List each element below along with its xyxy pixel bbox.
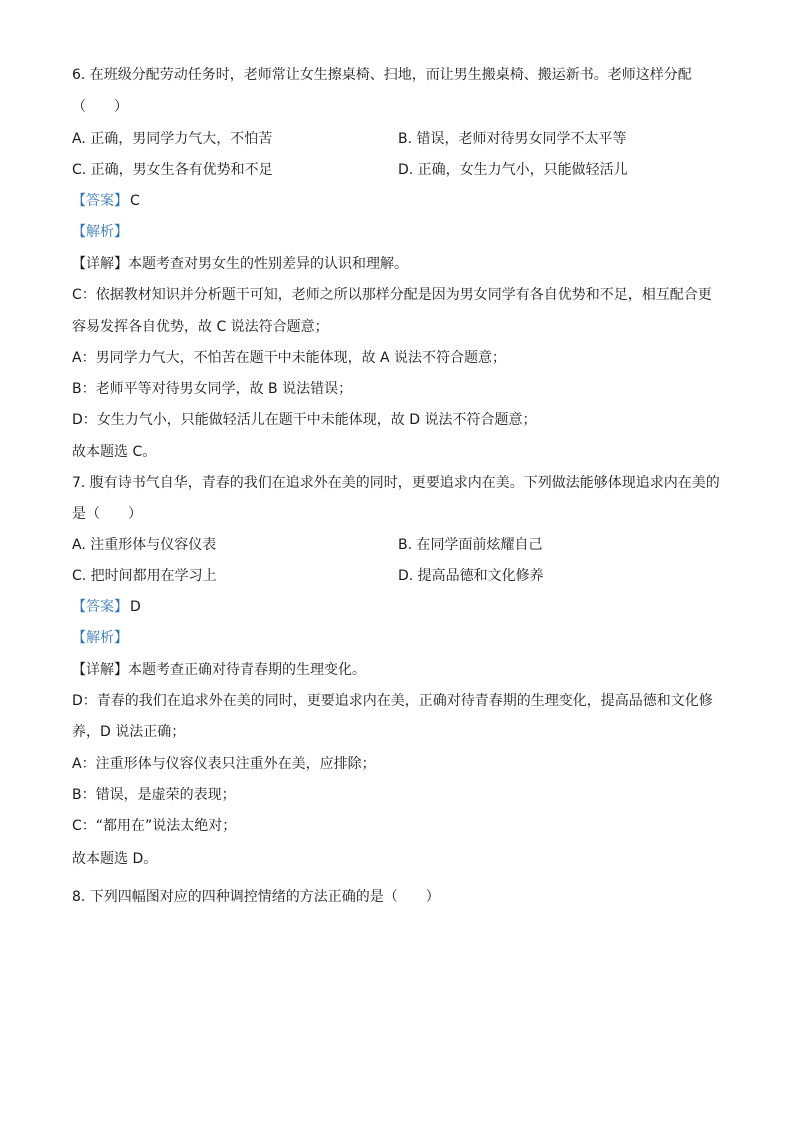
q7-expl-d-line1: D：青春的我们在追求外在美的同时，更要追求内在美，正确对待青春期的生理变化，提高品德和文化修 xyxy=(72,693,713,709)
q6-option-d: D. 正确，女生力气小，只能做轻活儿 xyxy=(398,162,628,178)
q6-analysis-label: 【解析】 xyxy=(72,224,128,240)
q7-analysis-label: 【解析】 xyxy=(72,630,128,646)
q7-detail: 【详解】本题考查正确对待青春期的生理变化。 xyxy=(72,662,366,678)
q6-answer-label: 【答案】 xyxy=(72,193,128,209)
q8-stem: 8. 下列四幅图对应的四种调控情绪的方法正确的是（ ） xyxy=(72,889,440,905)
q7-options-row1 xyxy=(72,536,732,554)
q7-option-a: A. 注重形体与仪容仪表 xyxy=(72,537,217,553)
q7-option-b: B. 在同学面前炫耀自己 xyxy=(398,537,543,553)
q6-expl-a: A：男同学力气大，不怕苦在题干中未能体现，故 A 说法不符合题意； xyxy=(72,350,507,366)
q7-conclusion: 故本题选 D。 xyxy=(72,851,158,867)
q7-expl-c: C：“都用在”说法太绝对； xyxy=(72,818,237,834)
q7-expl-d-line2: 养，D 说法正确； xyxy=(72,724,186,740)
q7-answer-value: D xyxy=(130,599,141,615)
q7-expl-b: B：错误，是虚荣的表现； xyxy=(72,787,236,803)
q6-answer xyxy=(72,192,140,210)
q6-option-b: B. 错误，老师对待男女同学不太平等 xyxy=(398,131,627,147)
q6-expl-b: B：老师平等对待男女同学，故 B 说法错误； xyxy=(72,381,353,397)
q7-option-d: D. 提高品德和文化修养 xyxy=(398,568,544,584)
q7-stem-line1: 7. 腹有诗书气自华，青春的我们在追求外在美的同时，更要追求内在美。下列做法能够体现追求内在美的 xyxy=(72,475,720,491)
q7-options-row2 xyxy=(72,567,732,585)
q6-expl-c-line2: 容易发挥各自优势，故 C 说法符合题意； xyxy=(72,319,329,335)
q7-expl-a: A：注重形体与仪容仪表只注重外在美，应排除； xyxy=(72,756,376,772)
q6-expl-d: D：女生力气小，只能做轻活儿在题干中未能体现，故 D 说法不符合题意； xyxy=(72,412,537,428)
q6-expl-c-line1: C：依据教材知识并分析题干可知，老师之所以那样分配是因为男女同学有各自优势和不足，相互配合更 xyxy=(72,287,712,303)
q7-answer xyxy=(72,598,141,616)
q6-conclusion: 故本题选 C。 xyxy=(72,444,157,460)
q7-stem-line2: 是（ ） xyxy=(72,506,142,522)
q6-option-c: C. 正确，男女生各有优势和不足 xyxy=(72,162,273,178)
q6-stem-line2: （ ） xyxy=(72,99,128,115)
q7-option-c: C. 把时间都用在学习上 xyxy=(72,568,217,584)
q7-answer-label: 【答案】 xyxy=(72,599,128,615)
q6-stem-line1: 6. 在班级分配劳动任务时，老师常让女生擦桌椅、扫地，而让男生搬桌椅、搬运新书。老师这样分配 xyxy=(72,67,692,83)
q6-answer-value: C xyxy=(130,193,140,209)
q6-detail: 【详解】本题考查对男女生的性别差异的认识和理解。 xyxy=(72,256,408,272)
q6-options-row2 xyxy=(72,161,732,179)
q6-option-a: A. 正确，男同学力气大，不怕苦 xyxy=(72,131,273,147)
q6-options-row1 xyxy=(72,130,732,148)
